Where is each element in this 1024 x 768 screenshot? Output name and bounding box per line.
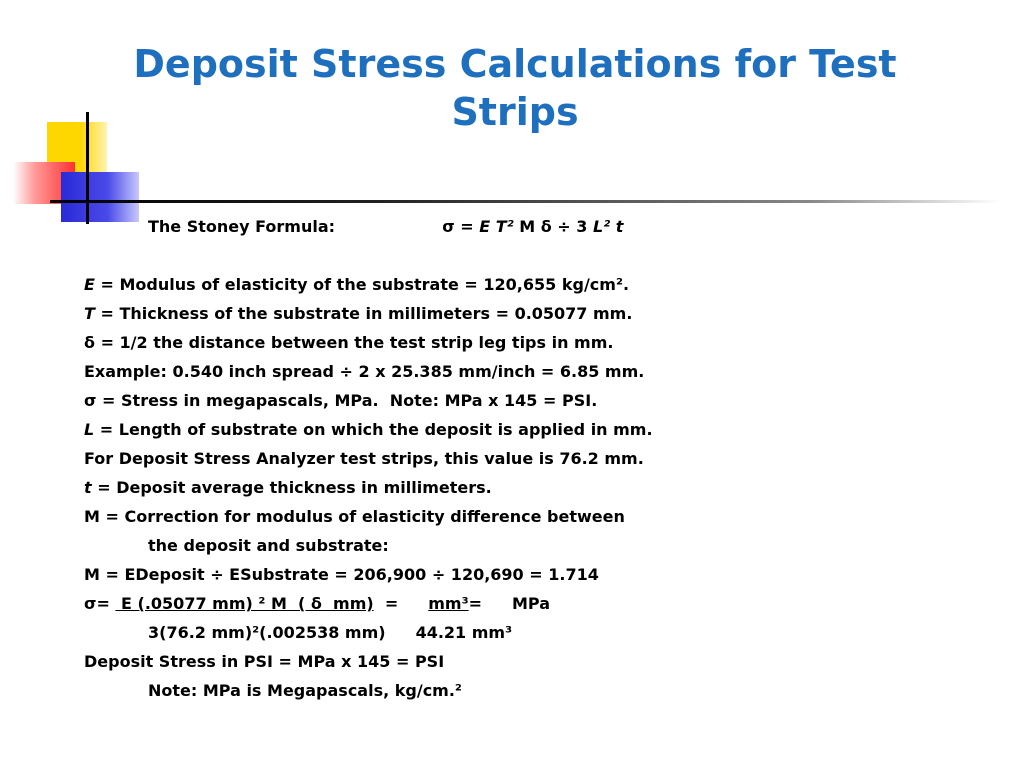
def-t-symbol: t bbox=[84, 478, 92, 497]
stoney-M: M bbox=[513, 217, 541, 236]
def-L-row bbox=[84, 415, 1004, 444]
psi-note-row: Note: MPa is Megapascals, kg/cm.² bbox=[148, 681, 462, 700]
calc-result: 44.21 mm³ bbox=[415, 623, 513, 642]
stoney-equals: = bbox=[454, 217, 480, 236]
stoney-L2: L² bbox=[592, 217, 611, 236]
def-T-row bbox=[84, 299, 1004, 328]
stoney-formula-label: The Stoney Formula: bbox=[148, 217, 336, 236]
stoney-t: t bbox=[610, 217, 624, 236]
stoney-formula-row bbox=[84, 212, 1004, 241]
slide-title-line-2: Strips bbox=[451, 90, 579, 134]
M-calc-row: M = EDeposit ÷ ESubstrate = 206,900 ÷ 120,690 = 1.714 bbox=[84, 565, 599, 584]
def-sigma-row bbox=[84, 386, 1004, 415]
def-sigma-symbol: σ bbox=[84, 391, 97, 410]
blank-row bbox=[84, 241, 1004, 270]
psi-row: Deposit Stress in PSI = MPa x 145 = PSI bbox=[84, 652, 445, 671]
stoney-E: E bbox=[479, 217, 491, 236]
def-M-row: M = Correction for modulus of elasticity difference between bbox=[84, 507, 625, 526]
def-delta-row: δ = 1/2 the distance between the test strip leg tips in mm. bbox=[84, 333, 614, 352]
calc-numerator: E (.05077 mm) ² M ( δ mm) bbox=[115, 594, 374, 613]
calc-mm3: mm³ bbox=[428, 594, 469, 613]
def-T-symbol: T bbox=[84, 304, 95, 323]
slide-title-line-1: Deposit Stress Calculations for Test bbox=[133, 42, 897, 86]
def-E-text: = Modulus of elasticity of the substrate = 120,655 kg/cm². bbox=[94, 275, 630, 294]
slide-title bbox=[130, 40, 900, 136]
calc-denominator-row bbox=[84, 618, 1004, 647]
def-t-text: = Deposit average thickness in millimeters. bbox=[91, 478, 492, 497]
def-t-row bbox=[84, 473, 1004, 502]
decorative-vertical-line bbox=[86, 112, 89, 224]
example-row: Example: 0.540 inch spread ÷ 2 x 25.385 mm/inch = 6.85 mm. bbox=[84, 362, 645, 381]
def-T-text: = Thickness of the substrate in millimeters = 0.05077 mm. bbox=[94, 304, 633, 323]
stoney-div3: ÷ 3 bbox=[551, 217, 593, 236]
calc-sigma: σ bbox=[84, 594, 97, 613]
slide-body bbox=[84, 212, 1004, 705]
stoney-T2: T² bbox=[490, 217, 514, 236]
def-L-text: = Length of substrate on which the deposit is applied in mm. bbox=[94, 420, 653, 439]
calc-denominator: 3(76.2 mm)²(.002538 mm) bbox=[148, 623, 386, 642]
def-sigma-text: = Stress in megapascals, MPa. Note: MPa x 145 = PSI. bbox=[96, 391, 598, 410]
analyzer-row: For Deposit Stress Analyzer test strips, this value is 76.2 mm. bbox=[84, 449, 644, 468]
calc-mpa: MPa bbox=[512, 594, 551, 613]
calc-equals-3: = bbox=[468, 594, 482, 613]
def-E-row bbox=[84, 270, 1004, 299]
def-E-symbol: E bbox=[84, 275, 95, 294]
calc-equals-2: = bbox=[373, 594, 399, 613]
calc-fraction-row bbox=[84, 589, 1004, 618]
title-divider-line bbox=[50, 200, 1000, 203]
stoney-sigma: σ bbox=[442, 217, 455, 236]
def-L-symbol: L bbox=[84, 420, 95, 439]
def-M-row-cont: the deposit and substrate: bbox=[148, 536, 389, 555]
stoney-delta: δ bbox=[540, 217, 552, 236]
calc-equals: = bbox=[96, 594, 116, 613]
